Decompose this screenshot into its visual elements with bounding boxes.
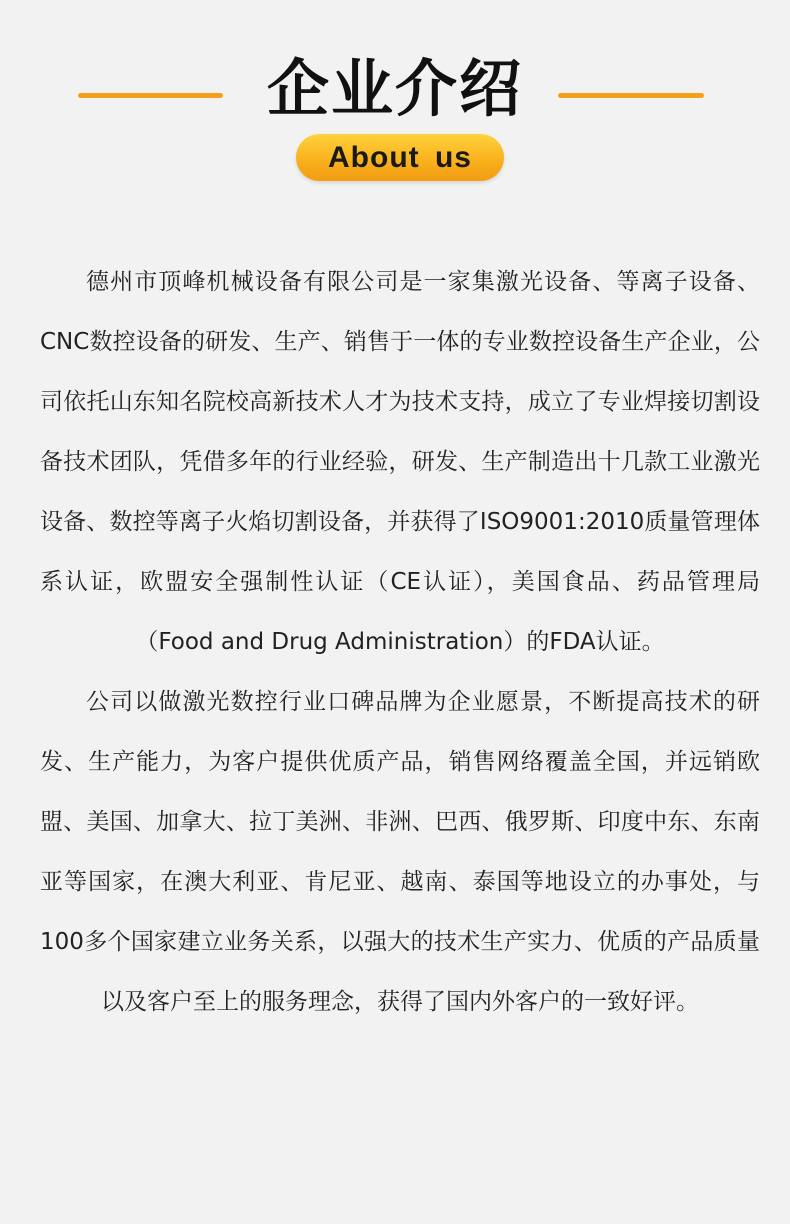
intro-paragraph-1: 德州市顶峰机械设备有限公司是一家集激光设备、等离子设备、CNC数控设备的研发、生产、销售于一体的专业数控设备生产企业，公司依托山东知名院校高新技术人才为技术支持，成立了专业焊接切割设备技术团队，凭借多年的行业经验，研发、生产制造出十几款工业激光设备、数控等离子火焰切割设备，并获得了ISO9001:2010质量管理体系认证，欧盟安全强制性认证（CE认证），美国食品、药品管理局（Food and Drug Administration）的FDA认证。 [40,269,760,655]
right-accent-line [558,93,704,98]
company-introduction [40,252,760,1032]
section-header [0,0,790,200]
section-title: 企业介绍 [266,52,523,125]
about-us-badge [296,134,504,181]
intro-paragraph-2: 公司以做激光数控行业口碑品牌为企业愿景，不断提高技术的研发、生产能力，为客户提供优质产品，销售网络覆盖全国，并远销欧盟、美国、加拿大、拉丁美洲、非洲、巴西、俄罗斯、印度中东、东南亚等国家，在澳大利亚、肯尼亚、越南、泰国等地设立的办事处，与100多个国家建立业务关系，以强大的技术生产实力、优质的产品质量以及客户至上的服务理念，获得了国内外客户的一致好评。 [40,689,760,1015]
about-us-label: About us [328,141,472,174]
